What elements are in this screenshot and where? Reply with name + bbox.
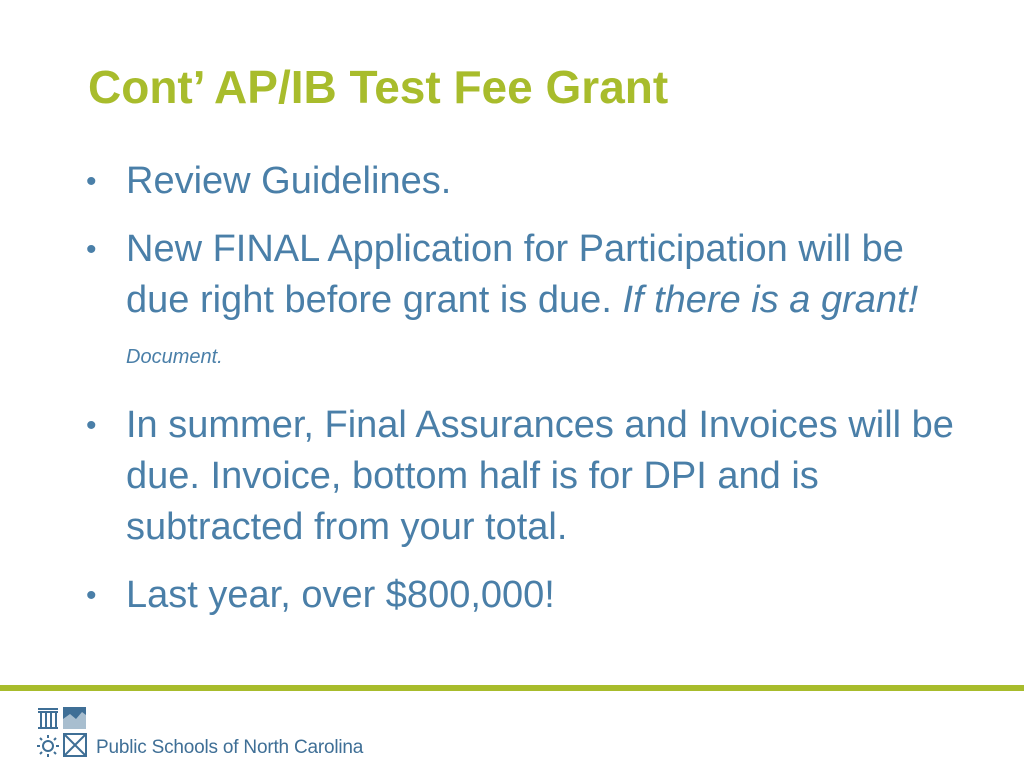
bullet-text: Review Guidelines. (126, 160, 452, 202)
bullet-text: New FINAL Application for Participation will be due right before grant is due. (126, 228, 904, 321)
footer-divider (0, 685, 1024, 691)
bullet-item-review-guidelines (86, 156, 966, 207)
slide-title: Cont’ AP/IB Test Fee Grant (88, 61, 669, 113)
bullet-italic-note: If there is a grant! (622, 279, 919, 321)
footer-organization-name: Public Schools of North Carolina (96, 737, 364, 758)
bullet-small-note: Document. (126, 346, 223, 368)
bullet-item-final-application (86, 224, 966, 383)
bullet-list (86, 156, 966, 638)
bullet-item-last-year-total (86, 570, 966, 621)
bullet-item-final-assurances (86, 400, 966, 553)
nc-dpi-logo-icon (34, 703, 90, 759)
bullet-text: In summer, Final Assurances and Invoices will be due. Invoice, bottom half is for DPI and is subtracted from your total. (126, 404, 954, 548)
bullet-marker: • (86, 579, 97, 612)
bullet-marker: • (86, 233, 97, 266)
bullet-marker: • (86, 165, 97, 198)
bullet-marker: • (86, 409, 97, 442)
bullet-text: Last year, over $800,000! (126, 574, 555, 616)
